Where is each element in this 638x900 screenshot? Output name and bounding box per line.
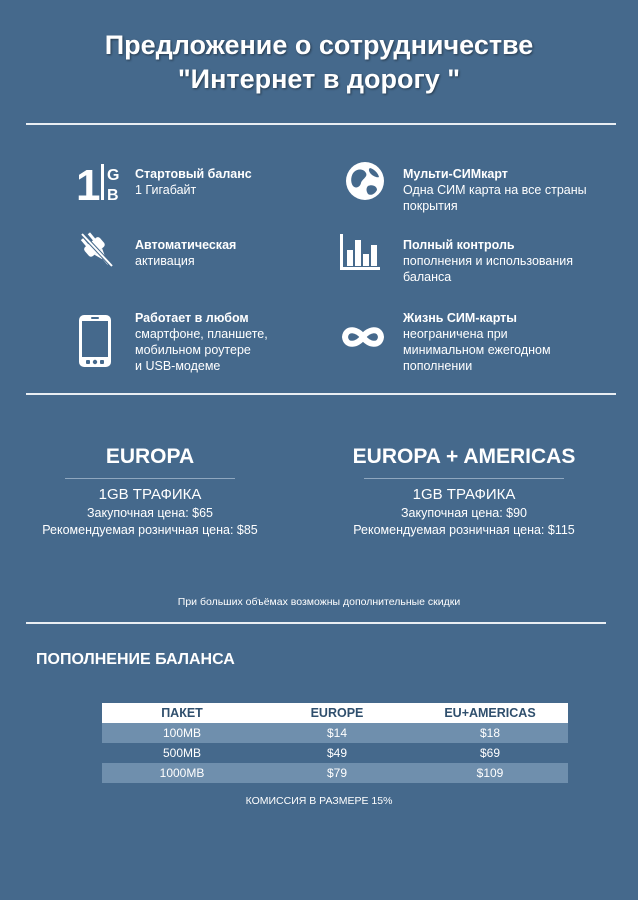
feature-heading: Жизнь СИМ-карты bbox=[403, 311, 517, 325]
feature-text: 1 Гигабайт bbox=[135, 183, 197, 197]
table-cell: $109 bbox=[412, 763, 568, 783]
page-title bbox=[0, 28, 638, 96]
table-header-row bbox=[102, 703, 568, 723]
table-header: EUROPE bbox=[262, 703, 412, 723]
plan-wholesale-price: Закупочная цена: $90 bbox=[400, 506, 528, 520]
plan-retail-price: Рекомендуемая розничная цена: $85 bbox=[42, 523, 258, 537]
feature-text: и USB-модеме bbox=[135, 359, 221, 373]
globe-icon bbox=[344, 160, 386, 202]
table-cell: $49 bbox=[262, 743, 412, 763]
table-header: EU+AMERICAS bbox=[412, 703, 568, 723]
plan-divider bbox=[65, 478, 235, 479]
plan-traffic: 1GB ТРАФИКА bbox=[98, 486, 202, 503]
table-cell: 100MB bbox=[102, 723, 262, 743]
table-row bbox=[102, 763, 568, 783]
1gb-icon bbox=[76, 160, 122, 204]
table-row bbox=[102, 723, 568, 743]
infinity-icon bbox=[340, 322, 386, 352]
table-cell: 1000MB bbox=[102, 763, 262, 783]
table-cell: $69 bbox=[412, 743, 568, 763]
feature-heading: Мульти-СИМкарт bbox=[403, 167, 508, 181]
table-cell: $14 bbox=[262, 723, 412, 743]
plan-name: EUROPA + AMERICAS bbox=[352, 445, 576, 468]
feature-text: активация bbox=[135, 254, 195, 268]
feature-heading: Полный контроль bbox=[403, 238, 515, 252]
feature-text: покрытия bbox=[403, 199, 458, 213]
feature-text: смартфоне, планшете, bbox=[135, 327, 268, 341]
table-header: ПАКЕТ bbox=[102, 703, 262, 723]
feature-sim-life bbox=[403, 310, 551, 374]
feature-text: пополнения и использования bbox=[403, 254, 574, 268]
1gb-icon-g: G bbox=[107, 167, 120, 184]
divider-top bbox=[26, 123, 616, 125]
plan-retail-price: Рекомендуемая розничная цена: $115 bbox=[353, 523, 575, 537]
feature-text: Одна СИМ карта на все страны bbox=[403, 183, 587, 197]
feature-text: неограничена при bbox=[403, 327, 508, 341]
topup-title: ПОПОЛНЕНИЕ БАЛАНСА bbox=[36, 651, 235, 668]
divider-bottom bbox=[26, 622, 606, 624]
plan-name: EUROPA bbox=[105, 445, 195, 468]
feature-start-balance bbox=[135, 166, 252, 198]
feature-heading: Стартовый баланс bbox=[135, 167, 252, 181]
smartphone-icon bbox=[78, 314, 112, 368]
divider-middle bbox=[26, 393, 616, 395]
topup-table bbox=[102, 703, 568, 783]
1gb-icon-one: 1 bbox=[76, 161, 101, 204]
table-cell: $18 bbox=[412, 723, 568, 743]
feature-text: мобильном роутере bbox=[135, 343, 251, 357]
table-cell: $79 bbox=[262, 763, 412, 783]
table-cell: 500MB bbox=[102, 743, 262, 763]
feature-heading: Работает в любом bbox=[135, 311, 249, 325]
table-row bbox=[102, 743, 568, 763]
feature-full-control bbox=[403, 237, 573, 285]
feature-heading: Автоматическая bbox=[135, 238, 237, 252]
discount-note: При больших объёмах возможны дополнительные скидки bbox=[177, 596, 461, 608]
plug-icon bbox=[78, 230, 116, 270]
plan-wholesale-price: Закупочная цена: $65 bbox=[86, 506, 214, 520]
1gb-icon-b: B bbox=[107, 187, 119, 204]
feature-works-anywhere bbox=[135, 310, 268, 374]
bar-chart-icon bbox=[338, 232, 382, 272]
plan-divider bbox=[364, 478, 564, 479]
title-line-1: Предложение о сотрудничестве bbox=[104, 30, 534, 60]
plan-traffic: 1GB ТРАФИКА bbox=[412, 486, 516, 503]
feature-text: пополнении bbox=[403, 359, 473, 373]
plan-europa-americas bbox=[316, 444, 612, 539]
feature-text: баланса bbox=[403, 270, 452, 284]
feature-multi-sim bbox=[403, 166, 587, 214]
plan-europa bbox=[20, 444, 280, 539]
feature-auto-activation bbox=[135, 237, 236, 269]
feature-text: минимальном ежегодном bbox=[403, 343, 551, 357]
title-line-2: "Интернет в дорогу " bbox=[177, 64, 461, 94]
commission-note: КОМИССИЯ В РАЗМЕРЕ 15% bbox=[245, 795, 393, 807]
